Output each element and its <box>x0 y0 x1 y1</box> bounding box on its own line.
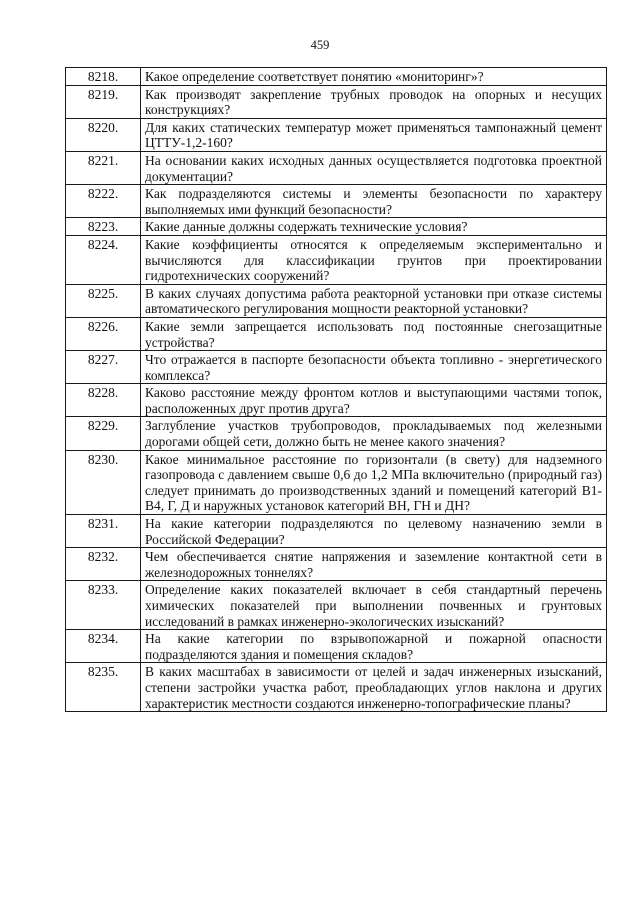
question-text: Какие данные должны содержать технические условия? <box>141 218 607 236</box>
table-row <box>66 317 607 350</box>
question-number: 8219. <box>66 85 141 118</box>
table-row <box>66 151 607 184</box>
question-text: Какие коэффициенты относятся к определяемым экспериментально и вычисляются для классификации грунтов при проектировании гидротехнических сооружений? <box>141 235 607 284</box>
question-text: На какие категории подразделяются по целевому назначению земли в Российской Федерации? <box>141 515 607 548</box>
question-number: 8226. <box>66 317 141 350</box>
question-text: В каких масштабах в зависимости от целей и задач инженерных изысканий, степени застройки участка работ, преобладающих углов наклона и других характеристик местности создаются инженерно-топографические планы? <box>141 663 607 712</box>
question-text: Какое определение соответствует понятию «мониторинг»? <box>141 68 607 86</box>
question-number: 8218. <box>66 68 141 86</box>
table-row <box>66 384 607 417</box>
question-number: 8225. <box>66 284 141 317</box>
question-text: Какое минимальное расстояние по горизонтали (в свету) для надземного газопровода с давлением свыше 0,6 до 1,2 МПа включительно (природный газ) следует принимать до производственных зданий и помещений категорий В1-В4, Г, Д и наружных установок категорий ВН, ГН и ДН? <box>141 450 607 514</box>
question-number: 8227. <box>66 351 141 384</box>
table-row <box>66 663 607 712</box>
table-row <box>66 185 607 218</box>
question-number: 8234. <box>66 630 141 663</box>
question-number: 8233. <box>66 581 141 630</box>
table-row <box>66 118 607 151</box>
questions-table <box>65 67 607 712</box>
question-text: На какие категории по взрывопожарной и пожарной опасности подразделяются здания и помещения складов? <box>141 630 607 663</box>
question-text: Определение каких показателей включает в себя стандартный перечень химических показателей при выполнении почвенных и грунтовых исследований в рамках инженерно-экологических изысканий? <box>141 581 607 630</box>
question-number: 8228. <box>66 384 141 417</box>
table-row <box>66 548 607 581</box>
table-row <box>66 417 607 450</box>
table-row <box>66 515 607 548</box>
question-text: Чем обеспечивается снятие напряжения и заземление контактной сети в железнодорожных тоннелях? <box>141 548 607 581</box>
question-text: На основании каких исходных данных осуществляется подготовка проектной документации? <box>141 151 607 184</box>
question-text: Какие земли запрещается использовать под постоянные снегозащитные устройства? <box>141 317 607 350</box>
table-row <box>66 450 607 514</box>
question-number: 8231. <box>66 515 141 548</box>
table-row <box>66 284 607 317</box>
table-row <box>66 235 607 284</box>
question-number: 8229. <box>66 417 141 450</box>
question-text: Каково расстояние между фронтом котлов и выступающими частями топок, расположенных друг против друга? <box>141 384 607 417</box>
question-number: 8221. <box>66 151 141 184</box>
question-number: 8223. <box>66 218 141 236</box>
question-text: Что отражается в паспорте безопасности объекта топливно - энергетического комплекса? <box>141 351 607 384</box>
question-text: В каких случаях допустима работа реакторной установки при отказе системы автоматического регулирования мощности реакторной установки? <box>141 284 607 317</box>
table-row <box>66 85 607 118</box>
question-number: 8220. <box>66 118 141 151</box>
table-row <box>66 351 607 384</box>
question-text: Как подразделяются системы и элементы безопасности по характеру выполняемых ими функций безопасности? <box>141 185 607 218</box>
table-row <box>66 630 607 663</box>
page-number: 459 <box>310 38 330 52</box>
question-number: 8232. <box>66 548 141 581</box>
question-text: Для каких статических температур может применяться тампонажный цемент ЦТТУ-1,2-160? <box>141 118 607 151</box>
table-row <box>66 218 607 236</box>
question-text: Как производят закрепление трубных проводок на опорных и несущих конструкциях? <box>141 85 607 118</box>
questions-table-body <box>66 68 607 712</box>
table-row <box>66 68 607 86</box>
table-row <box>66 581 607 630</box>
question-number: 8230. <box>66 450 141 514</box>
question-text: Заглубление участков трубопроводов, прокладываемых под железными дорогами общей сети, должно быть не менее какого значения? <box>141 417 607 450</box>
question-number: 8222. <box>66 185 141 218</box>
question-number: 8224. <box>66 235 141 284</box>
question-number: 8235. <box>66 663 141 712</box>
